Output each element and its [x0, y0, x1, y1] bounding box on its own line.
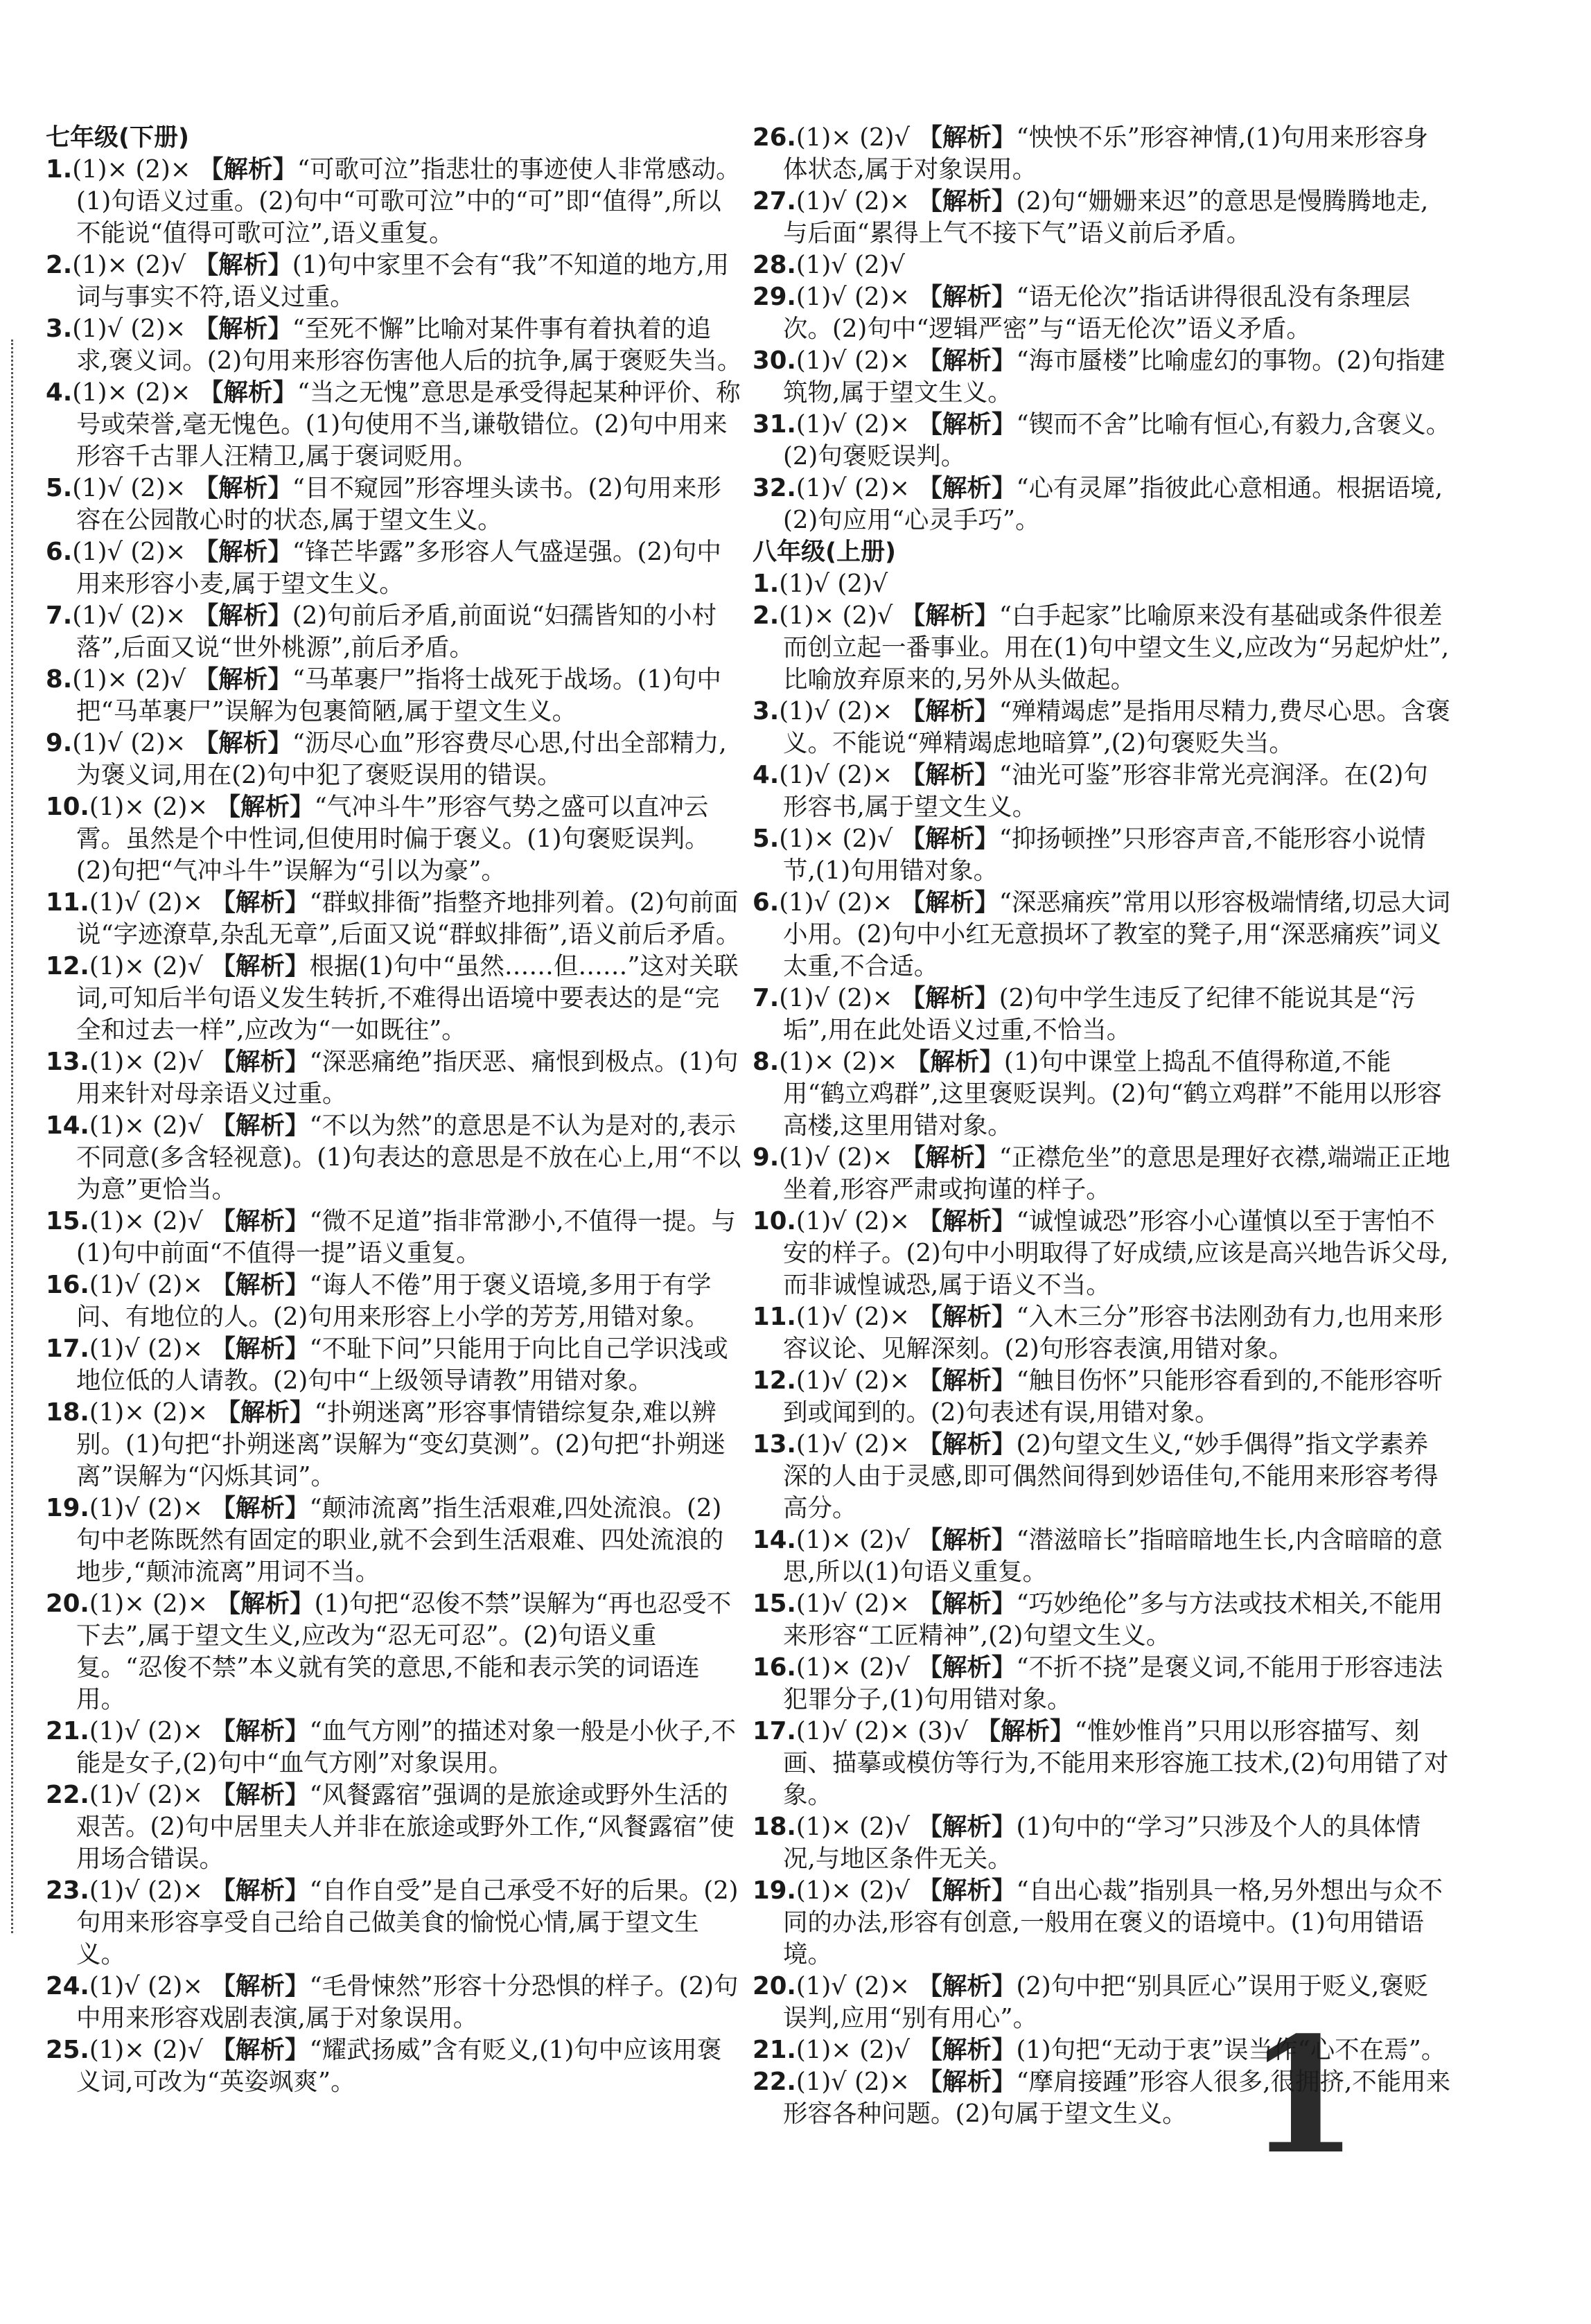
question-number: 2.: [46, 251, 73, 279]
answer-marks: (1)√ (2)×: [89, 1335, 204, 1363]
question-number: 13.: [753, 1430, 796, 1459]
answer-marks: (1)× (2)√: [89, 2036, 204, 2064]
analysis-label: 【解析】: [211, 1876, 310, 1905]
analysis-label: 【解析】: [211, 1271, 310, 1299]
answer-marks: (1)× (2)×: [72, 378, 191, 407]
question-number: 10.: [753, 1207, 796, 1235]
question-number: 22.: [46, 1781, 89, 1809]
analysis-label: 【解析】: [211, 952, 310, 980]
answer-entry: [46, 1588, 742, 1716]
question-number: 29.: [753, 283, 796, 311]
analysis-label: 【解析】: [917, 1653, 1017, 1682]
question-number: 11.: [46, 888, 89, 917]
analysis-text: (1)句中的“学习”只涉及个人的具体情况,与地区条件无关。: [783, 1813, 1421, 1873]
analysis-label: 【解析】: [917, 1876, 1017, 1905]
analysis-text: “深恶痛疾”常用以形容极端情绪,切忌大词小用。(2)句中小红无意损坏了教室的凳子,用“深恶痛疾”词义太重,不合适。: [783, 888, 1450, 980]
section-heading: 八年级(上册): [753, 538, 896, 566]
analysis-text: “自出心裁”指别具一格,另外想出与众不同的办法,形容有创意,一般用在褒义的语境中。(1)句用错语境。: [783, 1876, 1443, 1969]
question-number: 6.: [753, 888, 780, 917]
analysis-label: 【解析】: [900, 761, 999, 789]
analysis-label: 【解析】: [917, 1590, 1017, 1618]
analysis-label: 【解析】: [917, 1366, 1017, 1395]
analysis-label: 【解析】: [193, 538, 292, 566]
answer-entry: [46, 536, 742, 600]
question-number: 5.: [46, 474, 73, 502]
answer-marks: (1)√ (2)×: [796, 1590, 911, 1618]
answer-entry: [753, 823, 1452, 887]
answer-entry: [46, 1206, 742, 1269]
question-number: 14.: [46, 1111, 89, 1140]
question-number: 8.: [46, 665, 73, 694]
answer-marks: (1)× (2)√: [72, 251, 186, 279]
answer-entry: [46, 1333, 742, 1397]
answer-marks: (1)× (2)√: [779, 825, 893, 853]
analysis-label: 【解析】: [216, 1398, 315, 1427]
question-number: 24.: [46, 1972, 89, 2000]
question-number: 15.: [46, 1207, 89, 1235]
analysis-label: 【解析】: [193, 665, 292, 694]
answer-marks: (1)√ (2)×: [796, 1366, 911, 1395]
analysis-text: “不以为然”的意思是不认为是对的,表示不同意(多含轻视意)。(1)句表达的意思是不放在心上,用“不以为意”更恰当。: [76, 1111, 741, 1204]
answer-entry: [753, 1652, 1452, 1716]
analysis-label: 【解析】: [198, 155, 297, 184]
answer-entry: [753, 600, 1452, 696]
answer-marks: (1)× (2)√: [89, 1207, 204, 1235]
analysis-text: “心有灵犀”指彼此心意相通。根据语境,(2)句应用“心灵手巧”。: [783, 474, 1443, 534]
analysis-text: “颠沛流离”指生活艰难,四处流浪。(2)句中老陈既然有固定的职业,就不会到生活艰难、四处流浪的地步,“颠沛流离”用词不当。: [76, 1494, 724, 1586]
answer-marks: (1)× (2)√: [89, 1111, 204, 1140]
answer-marks: (1)√ (2)×: [89, 1271, 204, 1299]
analysis-text: “怏怏不乐”形容神情,(1)句用来形容身体状态,属于对象误用。: [783, 123, 1429, 184]
analysis-text: “扑朔迷离”形容事情错综复杂,难以辨别。(1)句把“扑朔迷离”误解为“变幻莫测”。(2)句把“扑朔迷离”误解为“闪烁其词”。: [76, 1398, 726, 1490]
answer-entry: [753, 473, 1452, 536]
answer-marks: (1)√ (2)× (3)√: [796, 1717, 969, 1745]
answer-marks: (1)√ (2)×: [72, 601, 186, 630]
analysis-text: “可歌可泣”指悲壮的事迹使人非常感动。(1)句语义过重。(2)句中“可歌可泣”中的“可”即“值得”,所以不能说“值得可歌可泣”,语义重复。: [76, 155, 741, 247]
analysis-label: 【解析】: [211, 1111, 310, 1140]
analysis-text: (1)句中家里不会有“我”不知道的地方,用词与事实不符,语义过重。: [76, 251, 730, 311]
analysis-text: “深恶痛绝”指厌恶、痛恨到极点。(1)句用来针对母亲语义过重。: [76, 1048, 739, 1108]
question-number: 19.: [46, 1494, 89, 1522]
question-number: 25.: [46, 2036, 89, 2064]
question-number: 16.: [46, 1271, 89, 1299]
analysis-text: (1)句把“忍俊不禁”误解为“再也忍受不下去”,属于望文生义,应改为“忍无可忍”。(2)句语义重复。“忍俊不禁”本义就有笑的意思,不能和表示笑的词语连用。: [76, 1590, 732, 1714]
answer-marks: (1)√ (2)×: [796, 346, 911, 375]
analysis-text: “血气方刚”的描述对象一般是小伙子,不能是女子,(2)句中“血气方刚”对象误用。: [76, 1717, 737, 1777]
analysis-text: “抑扬顿挫”只形容声音,不能形容小说情节,(1)句用错对象。: [783, 825, 1426, 885]
question-number: 17.: [753, 1717, 796, 1745]
answer-marks: (1)√ (2)×: [796, 1430, 911, 1459]
analysis-label: 【解析】: [193, 251, 292, 279]
analysis-label: 【解析】: [917, 1972, 1017, 2000]
answer-marks: (1)× (2)√: [796, 1526, 911, 1554]
answer-marks: (1)√ (2)×: [72, 315, 186, 343]
margin-dotted-line: [11, 340, 13, 1933]
analysis-text: “耀武扬威”含有贬义,(1)句中应该用褒义词,可改为“英姿飒爽”。: [76, 2036, 722, 2096]
question-number: 18.: [753, 1813, 796, 1841]
analysis-text: (2)句中学生违反了纪律不能说其是“污垢”,用在此处语义过重,不恰当。: [783, 984, 1416, 1044]
answer-marks: (1)√ (2)×: [779, 761, 893, 789]
answer-entry: [753, 1301, 1452, 1365]
analysis-text: (2)句望文生义,“妙手偶得”指文学素养深的人由于灵感,即可偶然间得到妙语佳句,不能用来形容考得高分。: [783, 1430, 1439, 1522]
answer-entry: [753, 1811, 1452, 1875]
answer-marks: (1)√ (2)×: [89, 1494, 204, 1522]
analysis-label: 【解析】: [211, 1207, 310, 1235]
analysis-text: “海市蜃楼”比喻虚幻的事物。(2)句指建筑物,属于望文生义。: [783, 346, 1445, 407]
question-number: 28.: [753, 251, 796, 279]
analysis-label: 【解析】: [917, 474, 1017, 502]
answer-entry: [753, 1206, 1452, 1301]
analysis-text: “风餐露宿”强调的是旅途或野外生活的艰苦。(2)句中居里夫人并非在旅途或野外工作,“风餐露宿”使用场合错误。: [76, 1781, 735, 1873]
analysis-label: 【解析】: [211, 1717, 310, 1745]
answer-entry: [46, 1269, 742, 1333]
answer-entry: [46, 728, 742, 791]
answer-entry: [753, 249, 1452, 281]
analysis-label: 【解析】: [900, 825, 999, 853]
analysis-text: “潜滋暗长”指暗暗地生长,内含暗暗的意思,所以(1)句语义重复。: [783, 1526, 1443, 1586]
analysis-label: 【解析】: [917, 283, 1017, 311]
question-number: 12.: [753, 1366, 796, 1395]
analysis-label: 【解析】: [917, 123, 1017, 152]
question-number: 3.: [46, 315, 73, 343]
answer-marks: (1)× (2)√: [796, 123, 911, 152]
answer-entry: [46, 1110, 742, 1206]
analysis-text: “沥尽心血”形容费尽心思,付出全部精力,为褒义词,用在(2)句中犯了褒贬误用的错误。: [76, 729, 727, 789]
answer-marks: (1)√ (2)√: [779, 570, 888, 598]
answer-entry: [46, 791, 742, 887]
question-number: 27.: [753, 187, 796, 215]
answer-marks: (1)√ (2)×: [796, 1207, 911, 1235]
answer-marks: (1)√ (2)×: [796, 283, 911, 311]
answer-marks: (1)√ (2)×: [796, 187, 911, 215]
answer-marks: (1)× (2)√: [72, 665, 186, 694]
answer-marks: (1)√ (2)×: [779, 984, 893, 1012]
answer-entry: [753, 1588, 1452, 1652]
question-number: 9.: [46, 729, 73, 757]
analysis-label: 【解析】: [900, 888, 999, 917]
analysis-text: “毛骨悚然”形容十分恐惧的样子。(2)句中用来形容戏剧表演,属于对象误用。: [76, 1972, 739, 2032]
analysis-text: “当之无愧”意思是承受得起某种评价、称号或荣誉,毫无愧色。(1)句使用不当,谦敬错位。(2)句中用来形容千古罪人汪精卫,属于褒词贬用。: [76, 378, 741, 470]
answer-marks: (1)√ (2)×: [89, 888, 204, 917]
answer-marks: (1)× (2)×: [89, 793, 209, 821]
analysis-text: (2)句“姗姗来迟”的意思是慢腾腾地走,与后面“累得上气不接下气”语义前后矛盾。: [783, 187, 1429, 247]
answer-marks: (1)× (2)√: [796, 2036, 911, 2064]
answer-entry: [46, 1971, 742, 2034]
analysis-text: “锋芒毕露”多形容人气盛逞强。(2)句中用来形容小麦,属于望文生义。: [76, 538, 721, 598]
question-number: 2.: [753, 601, 780, 630]
analysis-label: 【解析】: [900, 697, 999, 725]
answer-entry: [46, 600, 742, 664]
answer-marks: (1)√ (2)×: [72, 474, 186, 502]
analysis-label: 【解析】: [917, 2068, 1017, 2096]
question-number: 1.: [46, 155, 73, 184]
analysis-label: 【解析】: [917, 1430, 1017, 1459]
answer-marks: (1)√ (2)×: [89, 1876, 204, 1905]
analysis-label: 【解析】: [193, 729, 292, 757]
analysis-text: “至死不懈”比喻对某件事有着执着的追求,褒义词。(2)句用来形容伤害他人后的抗争,属于褒贬失当。: [76, 315, 742, 375]
analysis-text: 根据(1)句中“虽然……但……”这对关联词,可知后半句语义发生转折,不难得出语境中要表达的是“完全和过去一样”,应改为“一如既往”。: [76, 952, 739, 1044]
answer-entry: [46, 2034, 742, 2098]
analysis-label: 【解析】: [900, 984, 999, 1012]
analysis-label: 【解析】: [211, 2036, 310, 2064]
answer-entry: [753, 345, 1452, 409]
analysis-text: “不折不挠”是褒义词,不能用于形容违法犯罪分子,(1)句用错对象。: [783, 1653, 1443, 1714]
analysis-text: “自作自受”是自己承受不好的后果。(2)句用来形容享受自己给自己做美食的愉悦心情,属于望文生义。: [76, 1876, 739, 1969]
answer-entry: [46, 1779, 742, 1875]
analysis-text: “诚惶诚恐”形容小心谨慎以至于害怕不安的样子。(2)句中小明取得了好成绩,应该是高兴地告诉父母,而非诚惶诚恐,属于语义不当。: [783, 1207, 1449, 1299]
analysis-text: “触目伤怀”只能形容看到的,不能形容听到或闻到的。(2)句表述有误,用错对象。: [783, 1366, 1443, 1427]
answer-entry: [46, 473, 742, 536]
question-number: 21.: [753, 2036, 796, 2064]
answer-marks: (1)√ (2)×: [779, 888, 893, 917]
analysis-label: 【解析】: [917, 1207, 1017, 1235]
analysis-text: “马革裹尸”指将士战死于战场。(1)句中把“马革裹尸”误解为包裹简陋,属于望文生义。: [76, 665, 721, 725]
answer-entry: [753, 1365, 1452, 1429]
question-number: 7.: [46, 601, 73, 630]
answer-entry: [753, 186, 1452, 249]
question-number: 16.: [753, 1653, 796, 1682]
analysis-label: 【解析】: [917, 1813, 1017, 1841]
answer-entry: [46, 1875, 742, 1971]
answer-marks: (1)√ (2)×: [72, 538, 186, 566]
question-number: 22.: [753, 2068, 796, 2096]
analysis-text: (2)句中把“别具匠心”误用于贬义,褒贬误判,应用“别有用心”。: [783, 1972, 1429, 2032]
question-number: 5.: [753, 825, 780, 853]
question-number: 4.: [753, 761, 780, 789]
question-number: 4.: [46, 378, 73, 407]
analysis-label: 【解析】: [198, 378, 297, 407]
section-heading: 七年级(下册): [46, 124, 189, 152]
answer-entry: [46, 313, 742, 377]
answer-marks: (1)√ (2)×: [779, 1143, 893, 1172]
answer-marks: (1)√ (2)√: [796, 251, 905, 279]
answer-entry: [46, 1397, 742, 1493]
analysis-label: 【解析】: [917, 1303, 1017, 1331]
answer-entry: [753, 1716, 1452, 1811]
analysis-text: “摩肩接踵”形容人很多,很拥挤,不能用来形容各种问题。(2)句属于望文生义。: [783, 2068, 1451, 2128]
answer-entry: [753, 409, 1452, 473]
answer-marks: (1)√ (2)×: [89, 1717, 204, 1745]
analysis-label: 【解析】: [917, 2036, 1017, 2064]
question-number: 19.: [753, 1876, 796, 1905]
question-number: 8.: [753, 1048, 780, 1076]
answer-entry: [46, 154, 742, 249]
question-number: 18.: [46, 1398, 89, 1427]
analysis-label: 【解析】: [193, 601, 292, 630]
question-number: 10.: [46, 793, 89, 821]
analysis-label: 【解析】: [905, 1048, 1004, 1076]
answer-marks: (1)√ (2)×: [796, 474, 911, 502]
analysis-text: “微不足道”指非常渺小,不值得一提。与(1)句中前面“不值得一提”语义重复。: [76, 1207, 737, 1267]
answer-marks: (1)× (2)×: [779, 1048, 898, 1076]
answer-marks: (1)× (2)√: [796, 1876, 911, 1905]
answer-marks: (1)× (2)√: [89, 952, 204, 980]
question-number: 15.: [753, 1590, 796, 1618]
question-number: 9.: [753, 1143, 780, 1172]
analysis-label: 【解析】: [917, 410, 1017, 439]
answer-entry: [753, 696, 1452, 759]
answer-marks: (1)× (2)√: [796, 1653, 911, 1682]
answer-marks: (1)√ (2)×: [796, 410, 911, 439]
answer-marks: (1)√ (2)×: [796, 2068, 911, 2096]
answer-entry: [753, 759, 1452, 823]
analysis-label: 【解析】: [917, 187, 1017, 215]
answer-entry: [753, 1046, 1452, 1142]
question-number: 32.: [753, 474, 796, 502]
analysis-label: 【解析】: [211, 1494, 310, 1522]
answer-entry: [753, 887, 1452, 983]
answer-entry: [753, 1142, 1452, 1206]
answer-entry: [46, 664, 742, 728]
answer-entry: [46, 1493, 742, 1588]
answer-marks: (1)√ (2)×: [796, 1303, 911, 1331]
answer-entry: [753, 568, 1452, 600]
analysis-label: 【解析】: [211, 1781, 310, 1809]
question-number: 23.: [46, 1876, 89, 1905]
analysis-label: 【解析】: [211, 1335, 310, 1363]
answer-marks: (1)× (2)×: [72, 155, 191, 184]
answer-entry: [753, 281, 1452, 345]
answer-entry: [753, 1875, 1452, 1971]
analysis-label: 【解析】: [193, 315, 292, 343]
analysis-text: “目不窥园”形容埋头读书。(2)句用来形容在公园散心时的状态,属于望文生义。: [76, 474, 721, 534]
analysis-text: “锲而不舍”比喻有恒心,有毅力,含褒义。(2)句褒贬误判。: [783, 410, 1451, 470]
analysis-text: “气冲斗牛”形容气势之盛可以直冲云霄。虽然是个中性词,但使用时偏于褒义。(1)句褒贬误判。(2)句把“气冲斗牛”误解为“引以为豪”。: [76, 793, 710, 885]
answer-marks: (1)× (2)×: [89, 1590, 209, 1618]
answer-entry: [753, 122, 1452, 186]
answer-marks: (1)× (2)×: [89, 1398, 209, 1427]
answer-marks: (1)× (2)√: [796, 1813, 911, 1841]
question-number: 3.: [753, 697, 780, 725]
question-number: 13.: [46, 1048, 89, 1076]
answer-entry: [753, 1429, 1452, 1524]
answer-marks: (1)√ (2)×: [796, 1972, 911, 2000]
analysis-text: (2)句前后矛盾,前面说“妇孺皆知的小村落”,后面又说“世外桃源”,前后矛盾。: [76, 601, 717, 662]
analysis-text: “群蚁排衙”指整齐地排列着。(2)句前面说“字迹潦草,杂乱无章”,后面又说“群蚁排衙”,语义前后矛盾。: [76, 888, 741, 949]
answer-marks: (1)√ (2)×: [89, 1781, 204, 1809]
analysis-label: 【解析】: [211, 888, 310, 917]
analysis-label: 【解析】: [917, 346, 1017, 375]
analysis-text: (1)句把“无动于衷”误当作“心不在焉”。: [1016, 2036, 1446, 2064]
answer-entry: [46, 1046, 742, 1110]
question-number: 20.: [46, 1590, 89, 1618]
analysis-label: 【解析】: [193, 474, 292, 502]
analysis-text: “惟妙惟肖”只用以形容描写、刻画、描摹或模仿等行为,不能用来形容施工技术,(2)句用错了对象。: [783, 1717, 1449, 1809]
answer-entry: [753, 1524, 1452, 1588]
answer-marks: (1)× (2)√: [779, 601, 893, 630]
analysis-text: “油光可鉴”形容非常光亮润泽。在(2)句形容书,属于望文生义。: [783, 761, 1428, 821]
analysis-text: “语无伦次”指话讲得很乱没有条理层次。(2)句中“逻辑严密”与“语无伦次”语义矛盾。: [783, 283, 1411, 343]
analysis-label: 【解析】: [211, 1972, 310, 2000]
analysis-label: 【解析】: [211, 1048, 310, 1076]
question-number: 21.: [46, 1717, 89, 1745]
answer-entry: [46, 887, 742, 951]
analysis-label: 【解析】: [976, 1717, 1075, 1745]
right-column: [753, 122, 1452, 2130]
analysis-text: “白手起家”比喻原来没有基础或条件很差而创立起一番事业。用在(1)句中望文生义,应改为“另起炉灶”,比喻放弃原来的,另外从头做起。: [783, 601, 1450, 694]
analysis-text: “入木三分”形容书法刚劲有力,也用来形容议论、见解深刻。(2)句形容表演,用错对象。: [783, 1303, 1443, 1363]
analysis-text: “不耻下问”只能用于向比自己学识浅或地位低的人请教。(2)句中“上级领导请教”用错对象。: [76, 1335, 728, 1395]
answer-marks: (1)√ (2)×: [72, 729, 186, 757]
analysis-text: “殚精竭虑”是指用尽精力,费尽心思。含褒义。不能说“殚精竭虑地暗算”,(2)句褒贬失当。: [783, 697, 1450, 757]
analysis-label: 【解析】: [216, 793, 315, 821]
question-number: 11.: [753, 1303, 796, 1331]
answer-entry: [753, 983, 1452, 1046]
question-number: 26.: [753, 123, 796, 152]
answer-entry: [46, 377, 742, 473]
question-number: 17.: [46, 1335, 89, 1363]
answer-marks: (1)× (2)√: [89, 1048, 204, 1076]
analysis-label: 【解析】: [917, 1526, 1017, 1554]
question-number: 6.: [46, 538, 73, 566]
question-number: 14.: [753, 1526, 796, 1554]
answer-entry: [46, 1716, 742, 1779]
question-number: 12.: [46, 952, 89, 980]
analysis-label: 【解析】: [900, 1143, 999, 1172]
left-column: [46, 122, 742, 2098]
answer-entry: [46, 249, 742, 313]
analysis-label: 【解析】: [900, 601, 999, 630]
answer-entry: [46, 951, 742, 1046]
question-number: 7.: [753, 984, 780, 1012]
answer-marks: (1)√ (2)×: [779, 697, 893, 725]
analysis-label: 【解析】: [216, 1590, 315, 1618]
analysis-text: “巧妙绝伦”多与方法或技术相关,不能用来形容“工匠精神”,(2)句望文生义。: [783, 1590, 1443, 1650]
question-number: 1.: [753, 570, 780, 598]
page-number: 1: [1247, 2002, 1359, 2190]
question-number: 20.: [753, 1972, 796, 2000]
analysis-text: “正襟危坐”的意思是理好衣襟,端端正正地坐着,形容严肃或拘谨的样子。: [783, 1143, 1450, 1204]
question-number: 30.: [753, 346, 796, 375]
analysis-text: “诲人不倦”用于褒义语境,多用于有学问、有地位的人。(2)句用来形容上小学的芳芳,用错对象。: [76, 1271, 712, 1331]
answer-marks: (1)√ (2)×: [89, 1972, 204, 2000]
question-number: 31.: [753, 410, 796, 439]
analysis-text: (1)句中课堂上捣乱不值得称道,不能用“鹤立鸡群”,这里褒贬误判。(2)句“鹤立鸡群”不能用以形容高楼,这里用错对象。: [783, 1048, 1442, 1140]
